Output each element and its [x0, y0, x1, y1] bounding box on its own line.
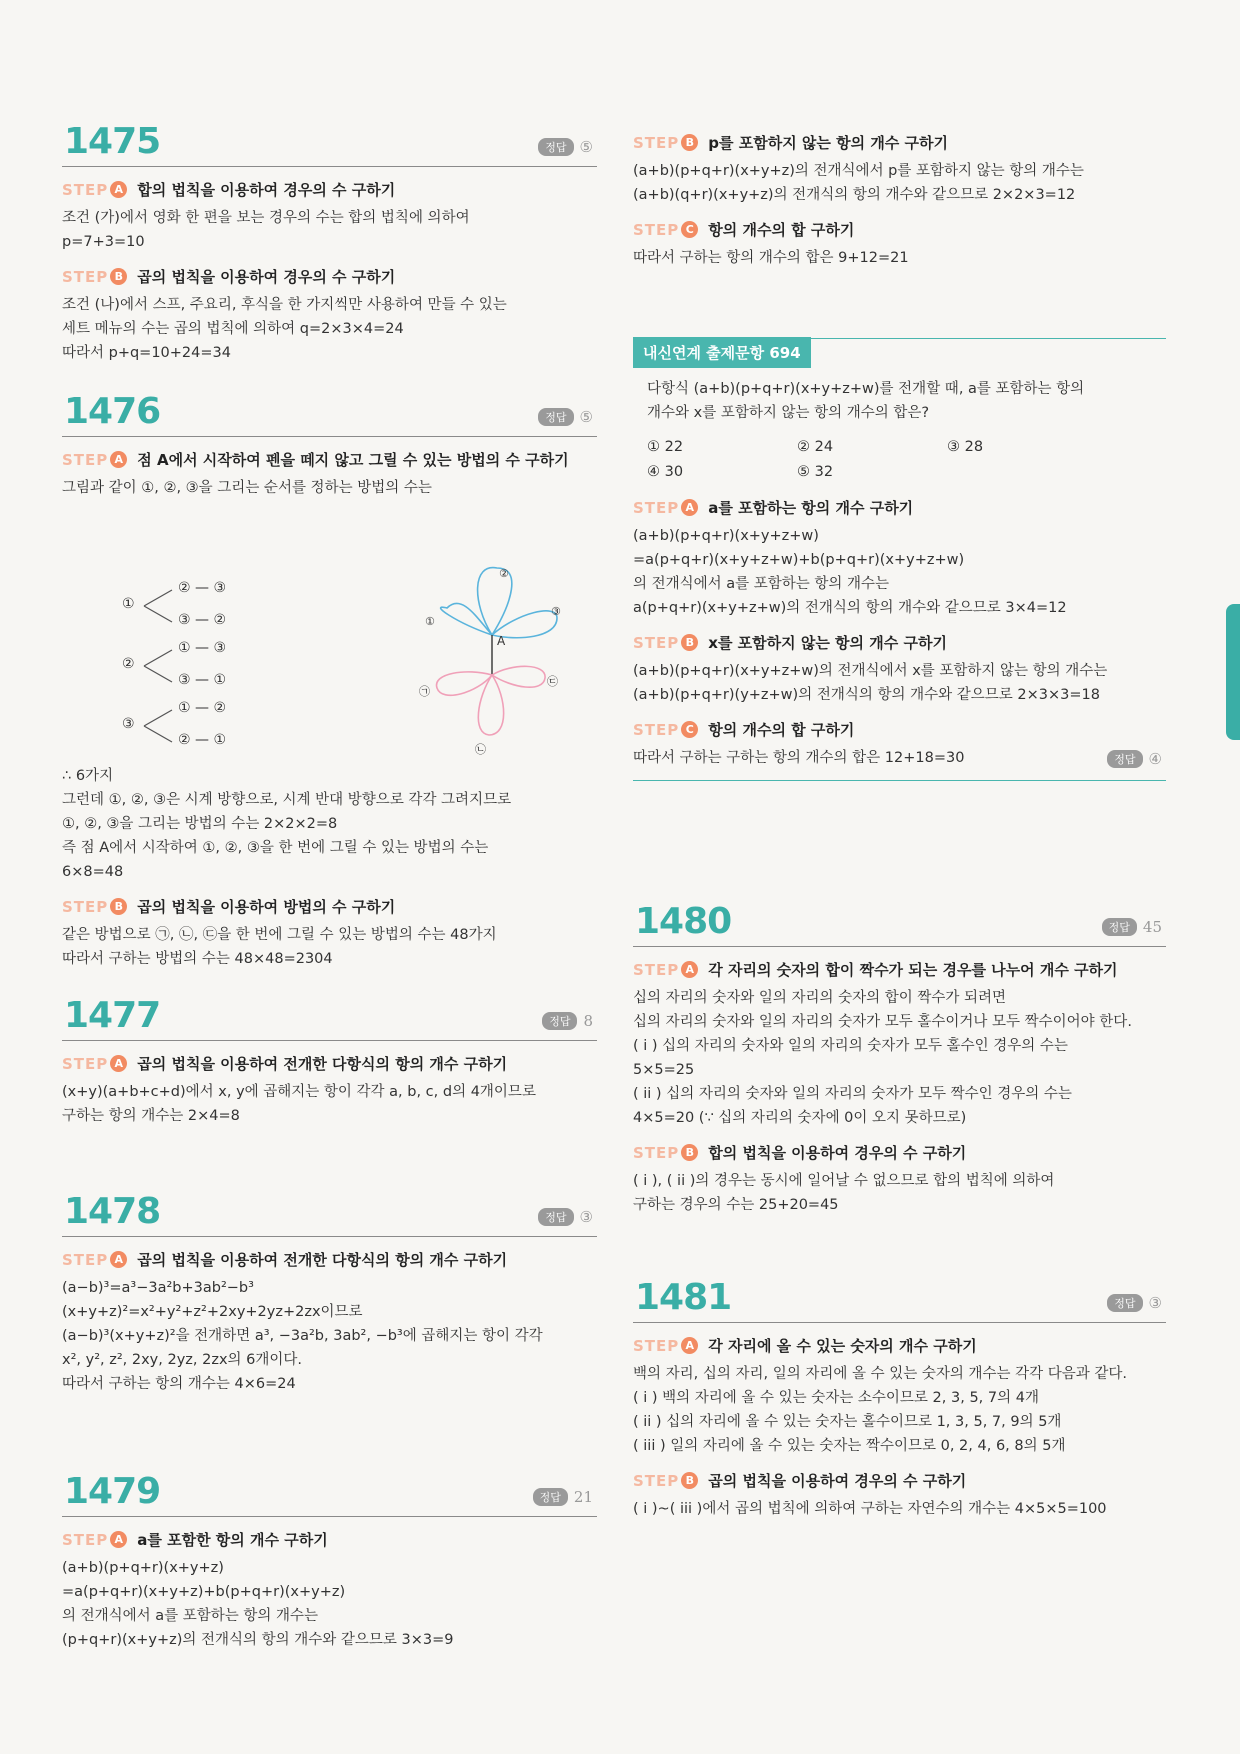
step-heading	[62, 1529, 597, 1550]
petal-label: ㉡	[475, 743, 486, 756]
explanation-lines	[62, 764, 597, 884]
text-line: (x+y+z)²=x²+y²+z²+2xy+2yz+2zx이므로	[62, 1304, 363, 1320]
problem-number: 1478	[64, 1191, 161, 1232]
step-heading	[633, 632, 1166, 653]
problem-1480	[633, 896, 1166, 1217]
related-question	[633, 377, 1166, 425]
step-word: STEP	[633, 720, 680, 739]
point-a-label: A	[497, 634, 506, 648]
text-line: 따라서 p+q=10+24=34	[62, 345, 231, 361]
text-line: 따라서 구하는 구하는 항의 개수의 합은 12+18=30	[633, 750, 965, 766]
text-line: 즉 점 A에서 시작하여 ①, ②, ③을 한 번에 그릴 수 있는 방법의 수는	[62, 840, 489, 856]
text-line: 의 전개식에서 a를 포함하는 항의 개수는	[633, 576, 890, 592]
text-line: 조건 (가)에서 영화 한 편을 보는 경우의 수는 합의 법칙에 의하여	[62, 210, 470, 226]
related-label: 내신연계 출제문항 694	[633, 337, 811, 368]
step-title: 각 자리의 숫자의 합이 짝수가 되는 경우를 나누어 개수 구하기	[708, 961, 1118, 979]
answer-choice: ① 22	[647, 439, 684, 455]
step-title: x를 포함하지 않는 항의 개수 구하기	[708, 634, 947, 652]
answer-tag: 정답 ⑤	[538, 408, 593, 426]
related-header	[633, 338, 1166, 373]
answer-tag: 정답 ③	[1107, 1294, 1162, 1312]
text-line: (a−b)³(x+y+z)²을 전개하면 a³, −3a²b, 3ab², −b³에 곱해지는 항이 각각	[62, 1328, 543, 1344]
problem-1478	[62, 1186, 597, 1396]
step-badge: A	[681, 961, 698, 978]
step-title: 합의 법칙을 이용하여 경우의 수 구하기	[137, 181, 396, 199]
step-badge: B	[681, 634, 698, 651]
problem-1475	[62, 116, 597, 365]
tree-root: ①	[122, 596, 135, 612]
tree-branch: ③ — ②	[178, 612, 227, 628]
step-heading	[633, 1335, 1166, 1356]
tree-branch: ② — ③	[178, 580, 227, 596]
text-line: 따라서 구하는 항의 개수는 4×6=24	[62, 1376, 296, 1392]
step-heading	[62, 179, 597, 200]
tree-branch: ③ — ①	[178, 672, 227, 688]
step-title: p를 포함하지 않는 항의 개수 구하기	[708, 134, 948, 152]
problem-number: 1480	[635, 901, 732, 942]
answer-tag: 정답 8	[542, 1012, 593, 1030]
text-line: ( i )~( iii )에서 곱의 법칙에 의하여 구하는 자연수의 개수는 4×5×5=100	[633, 1501, 1107, 1517]
step-title: 곱의 법칙을 이용하여 전개한 다항식의 항의 개수 구하기	[137, 1251, 508, 1269]
problem-number: 1475	[64, 121, 161, 162]
step-title: 각 자리에 올 수 있는 숫자의 개수 구하기	[708, 1337, 977, 1355]
text-line: ①, ②, ③을 그리는 방법의 수는 2×2×2=8	[62, 816, 338, 832]
problem-header	[62, 1186, 597, 1237]
text-line: 십의 자리의 숫자와 일의 자리의 숫자가 모두 홀수이거나 모두 짝수이어야 한다.	[633, 1014, 1132, 1030]
tree-root: ②	[122, 656, 135, 672]
step-heading: STEP B 곱의 법칙을 이용하여 방법의 수 구하기	[62, 897, 396, 916]
step-heading	[633, 132, 1166, 153]
text-line: x², y², z², 2xy, 2yz, 2zx의 6개이다.	[62, 1352, 302, 1368]
step-badge: A	[681, 499, 698, 516]
text-line: (x+y)(a+b+c+d)에서 x, y에 곱해지는 항이 각각 a, b, c, d의 4개이므로	[62, 1084, 536, 1100]
step-badge: C	[681, 221, 698, 238]
text-line: 의 전개식에서 a를 포함하는 항의 개수는	[62, 1608, 319, 1624]
step-heading	[633, 719, 1166, 740]
text-line: ( ii ) 십의 자리에 올 수 있는 숫자는 홀수이므로 1, 3, 5, 7, 9의 5개	[633, 1414, 1062, 1430]
text-line: 구하는 항의 개수는 2×4=8	[62, 1108, 240, 1124]
text-line: 따라서 구하는 항의 개수의 합은 9+12=21	[633, 250, 909, 266]
problem-header	[62, 990, 597, 1041]
text-line: ( ii ) 십의 자리의 숫자와 일의 자리의 숫자가 모두 짝수인 경우의 수는	[633, 1086, 1072, 1102]
answer-tag: 정답 ③	[538, 1208, 593, 1226]
step-badge: C	[681, 721, 698, 738]
step-heading	[633, 1470, 1166, 1491]
problem-number: 1481	[635, 1277, 732, 1318]
step-heading: STEP A 점 A에서 시작하여 펜을 떼지 않고 그릴 수 있는 방법의 수 구하기	[62, 450, 569, 469]
text-line: ( i ) 십의 자리의 숫자와 일의 자리의 숫자가 모두 홀수인 경우의 수는	[633, 1038, 1068, 1054]
answer-tag: 정답 21	[533, 1488, 593, 1506]
text-line: (a+b)(p+q+r)(x+y+z+w)	[633, 528, 819, 544]
flower-diagram	[417, 563, 587, 763]
step-badge: B	[110, 268, 127, 285]
step-title: 합의 법칙을 이용하여 경우의 수 구하기	[708, 1144, 967, 1162]
tree-diagram	[122, 576, 342, 756]
text-line: a(p+q+r)(x+y+z+w)의 전개식의 항의 개수와 같으므로 3×4=12	[633, 600, 1067, 616]
step-badge: B	[681, 134, 698, 151]
step-word: STEP	[633, 133, 680, 152]
problem-1479	[62, 1466, 597, 1652]
text-line: 5×5=25	[633, 1062, 695, 1078]
problem-header	[62, 386, 597, 437]
problem-header	[633, 1272, 1166, 1323]
text-line: 6×8=48	[62, 864, 124, 880]
text-line: (a+b)(p+q+r)(x+y+z)의 전개식에서 p를 포함하지 않는 항의 개수는	[633, 163, 1084, 179]
text-line: 개수와 x를 포함하지 않는 항의 개수의 합은?	[647, 405, 930, 421]
text-line: 조건 (나)에서 스프, 주요리, 후식을 한 가지씩만 사용하여 만들 수 있는	[62, 297, 507, 313]
problem-number: 1479	[64, 1471, 161, 1512]
tree-branch: ① — ③	[178, 640, 227, 656]
text-line: 다항식 (a+b)(p+q+r)(x+y+z+w)를 전개할 때, a를 포함하는 항의	[647, 381, 1085, 397]
text-line: ( i ) 백의 자리에 올 수 있는 숫자는 소수이므로 2, 3, 5, 7의 4개	[633, 1390, 1039, 1406]
step-badge: A	[110, 181, 127, 198]
answer-choice: ③ 28	[947, 439, 984, 455]
step-heading	[633, 959, 1166, 980]
step-heading	[633, 1142, 1166, 1163]
answer-tag: 정답 ⑤	[538, 138, 593, 156]
petal-label: ㉢	[547, 675, 558, 688]
text-line: 그런데 ①, ②, ③은 시계 방향으로, 시계 반대 방향으로 각각 그려지므로	[62, 792, 512, 808]
step-badge: A	[110, 1055, 127, 1072]
text-line: 4×5=20 (∵ 십의 자리의 숫자에 0이 오지 못하므로)	[633, 1110, 967, 1126]
petal-label: ③	[551, 605, 561, 618]
petal-label: ㉠	[419, 685, 430, 698]
step-word: STEP	[633, 1336, 680, 1355]
text-line: 세트 메뉴의 수는 곱의 법칙에 의하여 q=2×3×4=24	[62, 321, 404, 337]
text-line: (a+b)(p+q+r)(x+y+z)	[62, 1560, 224, 1576]
step-word: STEP	[62, 1530, 109, 1549]
text-line: 구하는 경우의 수는 25+20=45	[633, 1197, 839, 1213]
tree-lines	[122, 576, 342, 756]
step-heading	[62, 1053, 597, 1074]
text-line: (a+b)(p+q+r)(x+y+z+w)의 전개식에서 x를 포함하지 않는 항의 개수는	[633, 663, 1108, 679]
step-word: STEP	[633, 220, 680, 239]
problem-number: 1477	[64, 995, 161, 1036]
step-badge: A	[110, 1251, 127, 1268]
explanation-lines	[62, 923, 597, 971]
step-title: 곱의 법칙을 이용하여 경우의 수 구하기	[137, 268, 396, 286]
answer-choice: ④ 30	[647, 464, 684, 480]
answer-choice: ② 24	[797, 439, 834, 455]
text-line: (p+q+r)(x+y+z)의 전개식의 항의 개수와 같으므로 3×3=9	[62, 1632, 454, 1648]
text-line: ( iii ) 일의 자리에 올 수 있는 숫자는 짝수이므로 0, 2, 4, 6, 8의 5개	[633, 1438, 1066, 1454]
problem-1476-continued	[62, 764, 597, 971]
step-word: STEP	[633, 633, 680, 652]
problem-1481	[633, 1272, 1166, 1521]
step-title: 항의 개수의 합 구하기	[708, 721, 855, 739]
step-badge: A	[681, 1337, 698, 1354]
text-line: =a(p+q+r)(x+y+z)+b(p+q+r)(x+y+z)	[62, 1584, 346, 1600]
divider	[633, 780, 1166, 781]
step-heading	[62, 1249, 597, 1270]
text-line: 그림과 같이 ①, ②, ③을 그리는 순서를 정하는 방법의 수는	[62, 480, 432, 496]
step-badge: B	[681, 1472, 698, 1489]
step-badge: A	[110, 1531, 127, 1548]
related-question-box	[633, 338, 1166, 781]
step-heading	[62, 266, 597, 287]
answer-choices	[633, 435, 1166, 485]
petal-label: ②	[499, 567, 509, 580]
tree-branch: ① — ②	[178, 700, 227, 716]
text-line: p=7+3=10	[62, 234, 145, 250]
problem-header	[62, 1466, 597, 1517]
tree-root: ③	[122, 716, 135, 732]
side-tab	[1226, 604, 1240, 740]
answer-choice: ⑤ 32	[797, 464, 834, 480]
text-line: ( i ), ( ii )의 경우는 동시에 일어날 수 없으므로 합의 법칙에 의하여	[633, 1173, 1055, 1189]
step-word: STEP	[633, 498, 680, 517]
step-heading	[633, 219, 1166, 240]
step-title: 곱의 법칙을 이용하여 경우의 수 구하기	[708, 1472, 967, 1490]
step-title: a를 포함하는 항의 개수 구하기	[708, 499, 914, 517]
problem-header	[633, 896, 1166, 947]
step-word: STEP	[633, 960, 680, 979]
step-title: a를 포함한 항의 개수 구하기	[137, 1531, 328, 1549]
step-title: 곱의 법칙을 이용하여 전개한 다항식의 항의 개수 구하기	[137, 1055, 508, 1073]
petal-label: ①	[425, 615, 435, 628]
step-word: STEP	[633, 1143, 680, 1162]
text-line: (a+b)(p+q+r)(y+z+w)의 전개식의 항의 개수와 같으므로 2×3×3=18	[633, 687, 1100, 703]
step-word: STEP	[62, 267, 109, 286]
step-heading	[633, 497, 1166, 518]
step-word: STEP	[62, 1250, 109, 1269]
text-line: 백의 자리, 십의 자리, 일의 자리에 올 수 있는 숫자의 개수는 각각 다음과 같다.	[633, 1366, 1127, 1382]
answer-tag: 정답 45	[1102, 918, 1162, 936]
problem-number: 1476	[64, 391, 161, 432]
tree-branch: ② — ①	[178, 732, 227, 748]
step-word: STEP	[62, 180, 109, 199]
step-word: STEP	[633, 1471, 680, 1490]
text-line: 십의 자리의 숫자와 일의 자리의 숫자의 합이 짝수가 되려면	[633, 990, 1007, 1006]
lower-petals	[437, 666, 546, 735]
problem-header	[62, 116, 597, 167]
text-line: =a(p+q+r)(x+y+z+w)+b(p+q+r)(x+y+z+w)	[633, 552, 965, 568]
step-badge: B	[681, 1144, 698, 1161]
problem-1476	[62, 386, 597, 500]
text-line: 따라서 구하는 방법의 수는 48×48=2304	[62, 951, 333, 967]
text-line: (a−b)³=a³−3a²b+3ab²−b³	[62, 1280, 254, 1296]
step-word: STEP	[62, 1054, 109, 1073]
problem-1477	[62, 990, 597, 1128]
step-title: 항의 개수의 합 구하기	[708, 221, 855, 239]
text-line: (a+b)(q+r)(x+y+z)의 전개식의 항의 개수와 같으므로 2×2×3=12	[633, 187, 1076, 203]
flower-svg	[417, 563, 587, 763]
answer-tag: 정답 ④	[1107, 750, 1162, 768]
problem-1479-continued	[633, 120, 1166, 270]
text-line: ∴ 6가지	[62, 768, 114, 784]
text-line: 같은 방법으로 ㉠, ㉡, ㉢을 한 번에 그릴 수 있는 방법의 수는 48가지	[62, 927, 497, 943]
